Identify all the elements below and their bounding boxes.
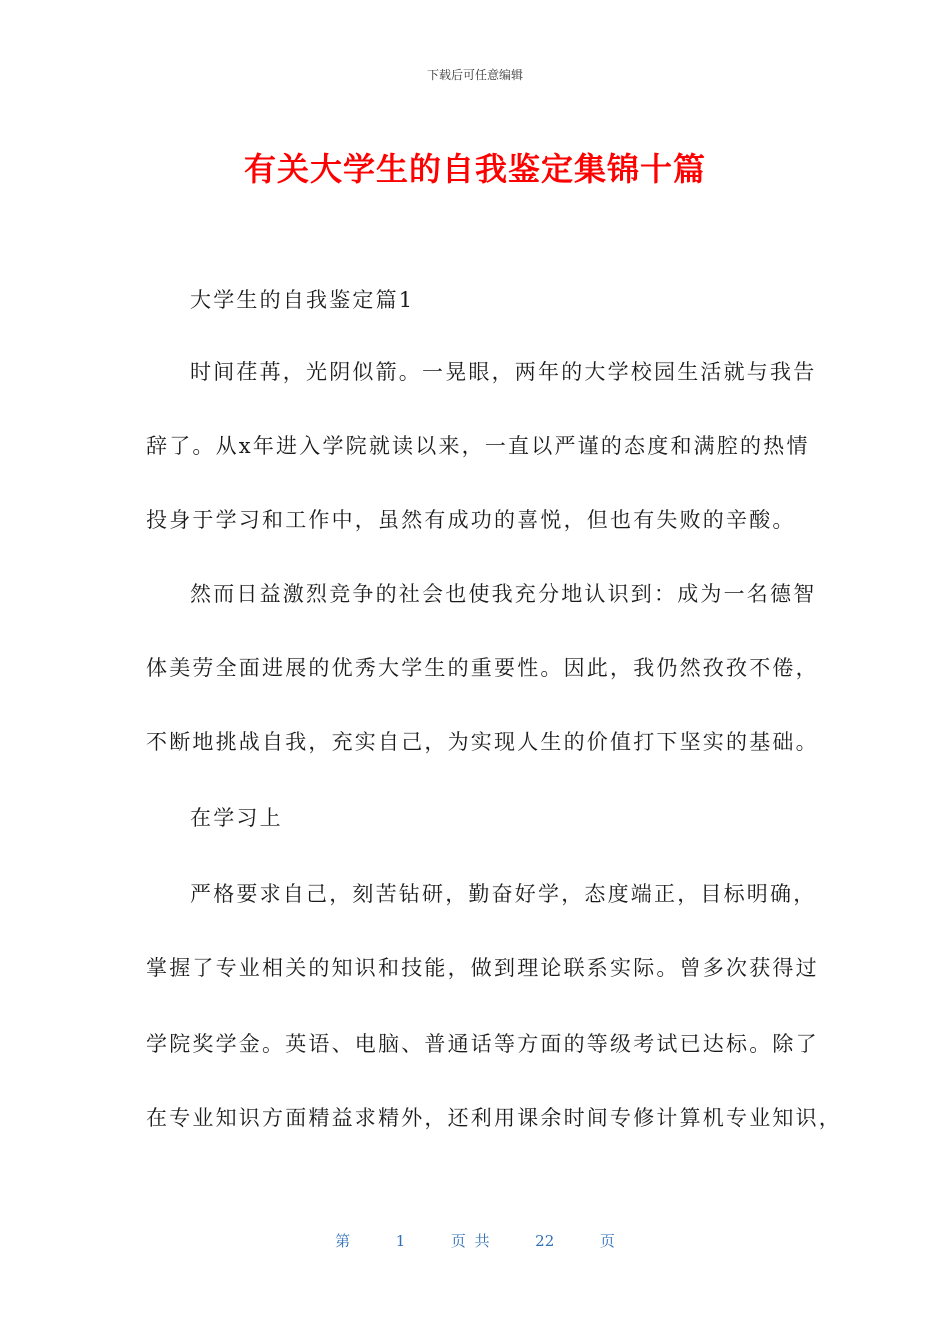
paragraph-line: 掌握了专业相关的知识和技能，做到理论联系实际。曾多次获得过 [146,956,819,980]
paragraph-line: 然而日益激烈竞争的社会也使我充分地认识到：成为一名德智 [190,582,817,606]
paragraph-line: 严格要求自己，刻苦钻研，勤奋好学，态度端正，目标明确， [190,882,817,906]
header-note: 下载后可任意编辑 [426,68,523,82]
paragraph-line: 在专业知识方面精益求精外，还利用课余时间专修计算机专业知识， [146,1106,842,1130]
section-heading: 大学生的自我鉴定篇1 [190,288,415,312]
footer-prefix: 第 [335,1232,351,1250]
paragraph-line: 辞了。从x年进入学院就读以来，一直以严谨的态度和满腔的热情 [146,434,810,458]
page-footer [0,1230,950,1251]
paragraph-line: 学院奖学金。英语、电脑、普通话等方面的等级考试已达标。除了 [146,1032,819,1056]
paragraph-line: 投身于学习和工作中，虽然有成功的喜悦，但也有失败的辛酸。 [146,508,796,532]
subheading: 在学习上 [190,806,283,830]
paragraph-line: 体美劳全面进展的优秀大学生的重要性。因此，我仍然孜孜不倦， [146,656,819,680]
footer-middle: 页 共 [450,1232,490,1250]
paragraph-line: 时间荏苒，光阴似箭。一晃眼，两年的大学校园生活就与我告 [190,360,817,384]
document-title: 有关大学生的自我鉴定集锦十篇 [243,150,706,188]
footer-page-number: 1 [395,1232,406,1250]
paragraph-line: 不断地挑战自我，充实自己，为实现人生的价值打下坚实的基础。 [146,730,819,754]
footer-total-pages: 22 [535,1232,555,1250]
footer-suffix: 页 [599,1232,615,1250]
